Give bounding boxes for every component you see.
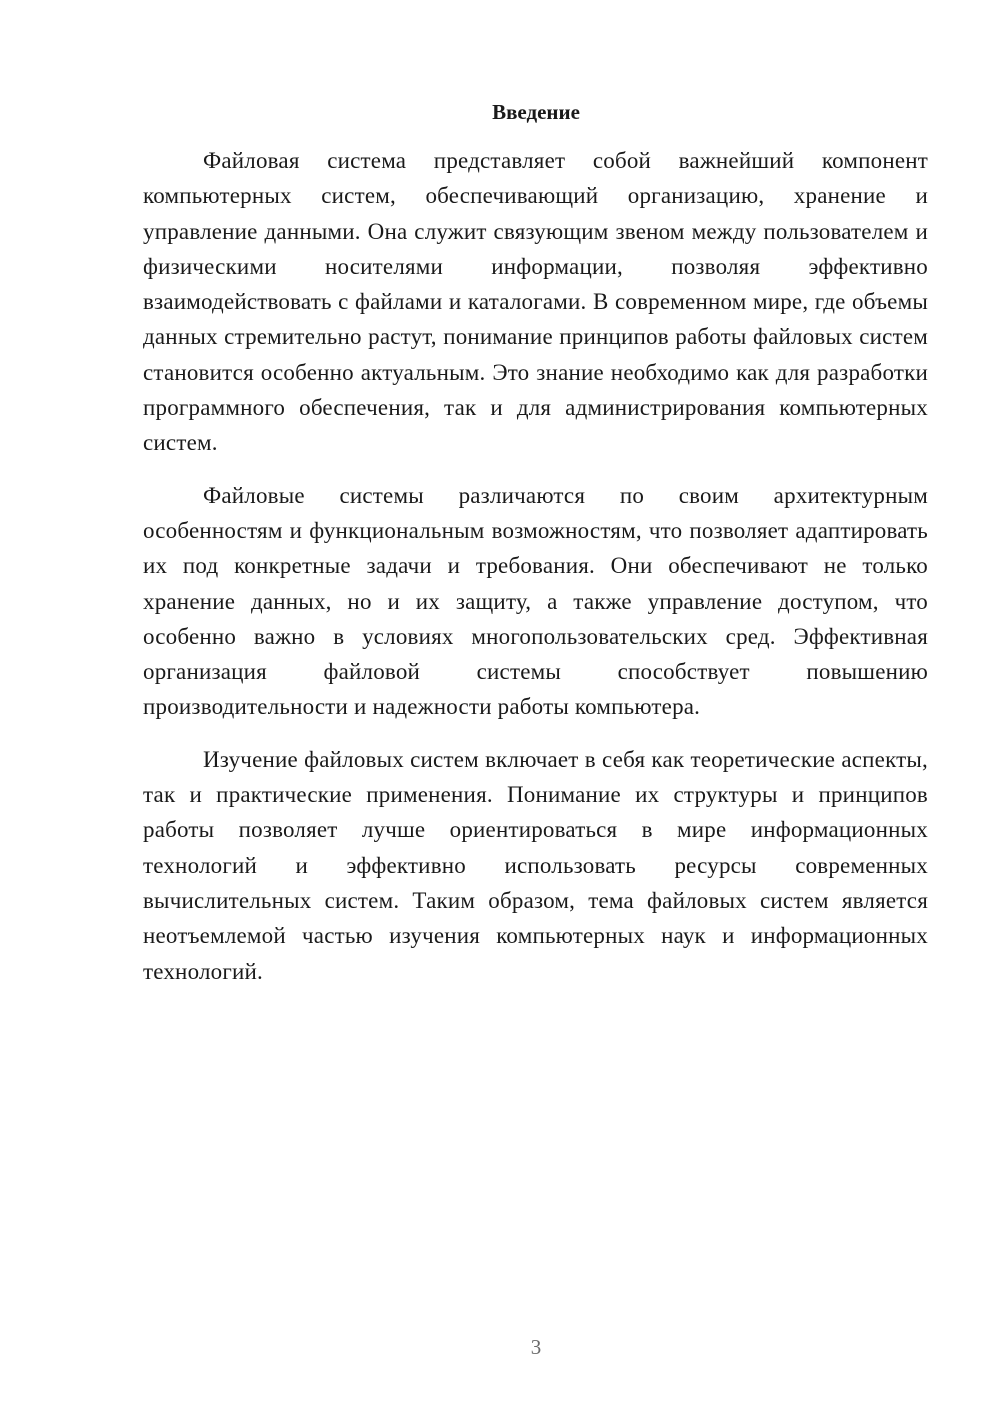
body-text: [143, 143, 928, 1006]
paragraph-2: Файловые системы различаются по своим архитектурным особенностям и функциональным возможностям, что позволяет адаптировать их под конкретные задачи и требования. Они обеспечивают не только хранение данных, но и их защиту, а также управление доступом, что особенно важно в условиях многопользовательских сред. Эффективная организация файловой системы способствует повышению производительности и надежности работы компьютера.: [143, 482, 928, 720]
paragraph-1: Файловая система представляет собой важнейший компонент компьютерных систем, обеспечивающий организацию, хранение и управление данными. Она служит связующим звеном между пользователем и физическими носителями информации, позволяя эффективно взаимодействовать с файлами и каталогами. В современном мире, где объемы данных стремительно растут, понимание принципов работы файловых систем становится особенно актуальным. Это знание необходимо как для разработки программного обеспечения, так и для администрирования компьютерных систем.: [143, 148, 928, 456]
page-number: 3: [530, 1335, 542, 1359]
paragraph-3: Изучение файловых систем включает в себя как теоретические аспекты, так и практические применения. Понимание их структуры и принципов работы позволяет лучше ориентироваться в мире информационных технологий и эффективно использовать ресурсы современных вычислительных систем. Таким образом, тема файловых систем является неотъемлемой частью изучения компьютерных наук и информационных технологий.: [143, 746, 928, 984]
section-heading: Введение: [492, 100, 580, 124]
